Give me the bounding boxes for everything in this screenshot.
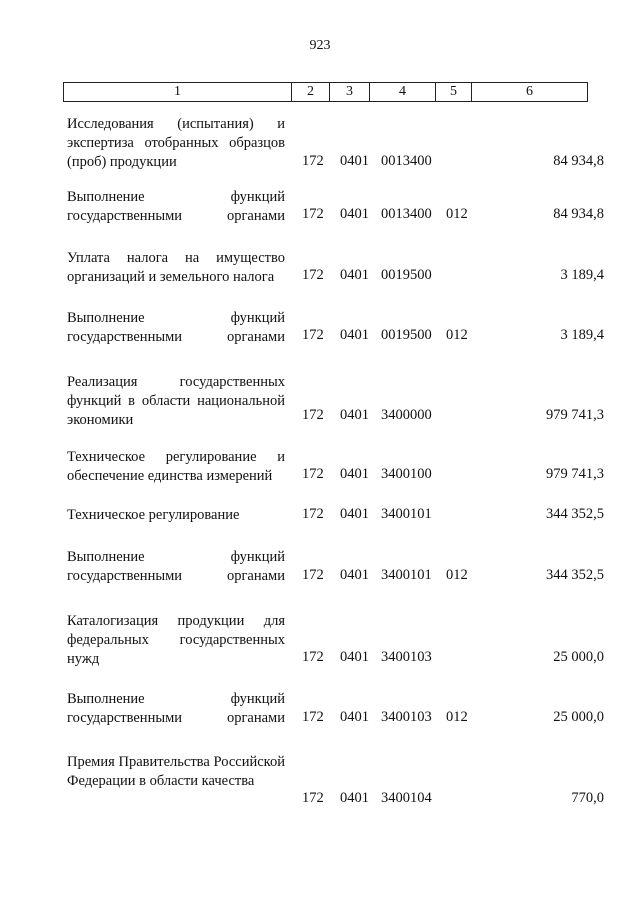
row-col-3: 0401 <box>340 506 369 522</box>
row-col-3: 0401 <box>340 206 369 222</box>
row-col-2: 172 <box>302 466 324 482</box>
row-col-3: 0401 <box>340 709 369 725</box>
row-col-4: 3400103 <box>381 649 432 665</box>
row-col-5: 012 <box>446 206 468 222</box>
row-col-3: 0401 <box>340 466 369 482</box>
column-header-3: 3 <box>330 83 370 102</box>
row-col-2: 172 <box>302 567 324 583</box>
column-header-table <box>63 82 588 102</box>
row-col-4: 3400101 <box>381 567 432 583</box>
row-col-4: 0013400 <box>381 206 432 222</box>
row-col-2: 172 <box>302 506 324 522</box>
row-col-4: 3400104 <box>381 790 432 806</box>
row-col-6: 979 741,3 <box>546 407 604 423</box>
row-col-6: 979 741,3 <box>546 466 604 482</box>
column-header-6: 6 <box>472 83 588 102</box>
row-col-5: 012 <box>446 709 468 725</box>
row-col-2: 172 <box>302 407 324 423</box>
row-col-6: 84 934,8 <box>553 206 604 222</box>
row-col-2: 172 <box>302 206 324 222</box>
row-description: Выполнение функций государственными органами <box>67 691 285 726</box>
row-col-5: 012 <box>446 327 468 343</box>
row-col-6: 3 189,4 <box>560 267 604 283</box>
row-col-4: 0013400 <box>381 153 432 169</box>
row-col-6: 344 352,5 <box>546 567 604 583</box>
row-description: Уплата налога на имущество организаций и земельного налога <box>67 250 285 285</box>
row-col-4: 3400103 <box>381 709 432 725</box>
row-col-2: 172 <box>302 790 324 806</box>
row-description: Техническое регулирование <box>67 507 240 523</box>
row-col-6: 3 189,4 <box>560 327 604 343</box>
column-header-row <box>64 83 588 102</box>
row-col-6: 25 000,0 <box>553 709 604 725</box>
row-description: Техническое регулирование и обеспечение единства измерений <box>67 449 285 484</box>
row-description: Исследования (испытания) и экспертиза отобранных образцов (проб) продукции <box>67 116 285 170</box>
row-col-2: 172 <box>302 267 324 283</box>
row-col-3: 0401 <box>340 153 369 169</box>
row-col-4: 0019500 <box>381 327 432 343</box>
row-col-3: 0401 <box>340 267 369 283</box>
row-col-2: 172 <box>302 153 324 169</box>
row-description: Выполнение функций государственными органами <box>67 549 285 584</box>
row-col-6: 770,0 <box>571 790 604 806</box>
row-col-3: 0401 <box>340 567 369 583</box>
row-col-4: 3400100 <box>381 466 432 482</box>
row-description: Выполнение функций государственными органами <box>67 189 285 224</box>
column-header-5: 5 <box>436 83 472 102</box>
row-col-2: 172 <box>302 709 324 725</box>
column-header-4: 4 <box>370 83 436 102</box>
row-col-4: 3400101 <box>381 506 432 522</box>
row-col-6: 344 352,5 <box>546 506 604 522</box>
row-col-4: 0019500 <box>381 267 432 283</box>
row-description: Премия Правительства Российской Федерации в области качества <box>67 754 285 789</box>
row-description: Выполнение функций государственными органами <box>67 310 285 345</box>
column-header-1: 1 <box>64 83 292 102</box>
row-col-2: 172 <box>302 649 324 665</box>
row-col-3: 0401 <box>340 790 369 806</box>
row-col-3: 0401 <box>340 407 369 423</box>
page-number: 923 <box>309 38 331 53</box>
row-description: Реализация государственных функций в области национальной экономики <box>67 374 285 428</box>
row-col-5: 012 <box>446 567 468 583</box>
row-col-3: 0401 <box>340 327 369 343</box>
row-description: Каталогизация продукции для федеральных государственных нужд <box>67 613 285 667</box>
column-header-2: 2 <box>292 83 330 102</box>
row-col-3: 0401 <box>340 649 369 665</box>
row-col-6: 84 934,8 <box>553 153 604 169</box>
row-col-4: 3400000 <box>381 407 432 423</box>
row-col-2: 172 <box>302 327 324 343</box>
row-col-6: 25 000,0 <box>553 649 604 665</box>
